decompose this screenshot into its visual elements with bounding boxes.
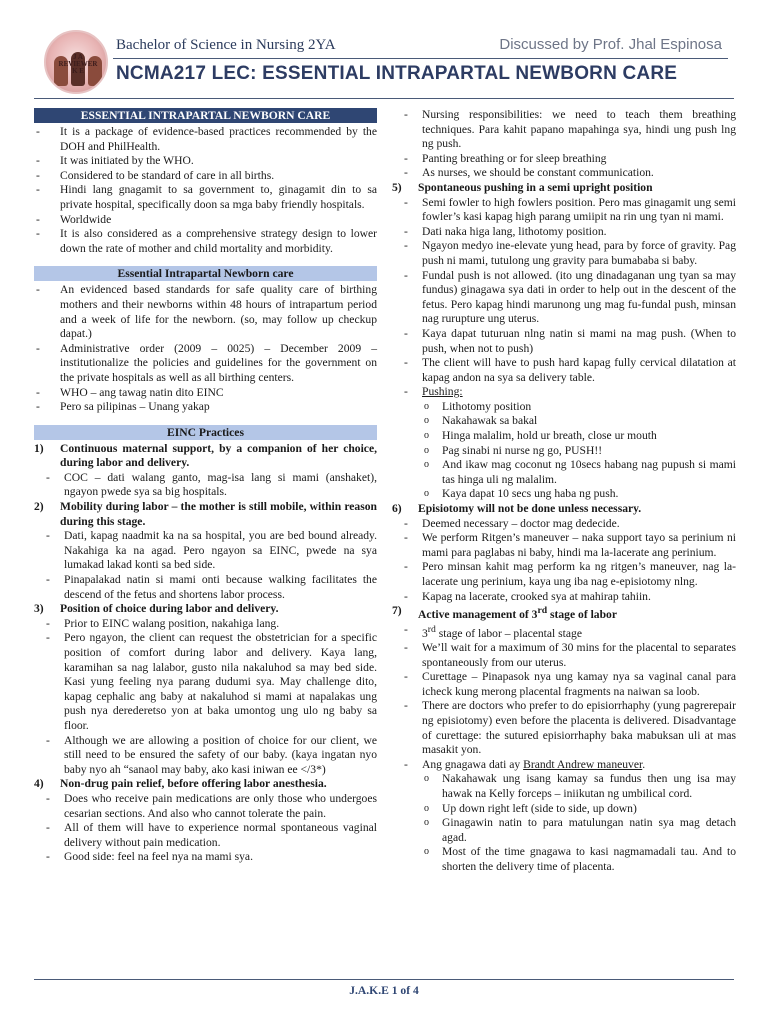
left-column (34, 108, 377, 865)
logo-text: J A REVIEWER K E (58, 53, 98, 75)
practice-notes-continued (392, 108, 736, 181)
practice-notes (34, 529, 377, 602)
list-item: - Panting breathing or for sleep breathing (392, 152, 736, 167)
practice-title: Continuous maternal support, by a companion of her choice, during labor and delivery. (60, 441, 377, 470)
pushing-steps (420, 400, 736, 502)
list-item: o Pag sinabi ni nurse ng go, PUSH!! (420, 444, 736, 459)
list-item: - Although we are allowing a position of choice for our client, we still need to be ensured the safety of our baby. (kaya ingatan nyo baby nyo ah “sanaol may baby, ako kasi iniwan ee </3*) (34, 734, 377, 778)
text-part: stage of labor – placental stage (435, 626, 582, 640)
list-item: - Pero minsan kahit mag perform ka ng ritgen’s maneuver, nag la-lacerate ung perinium, kaya ung iba nag e-episiotomy nlng. (392, 560, 736, 589)
practice-number: 3) (34, 602, 44, 616)
list-item: - Ngayon medyo ine-elevate yung head, para by force of gravity. Pag push ni mami, tutulong ung gravity para bumababa si baby. (392, 239, 736, 268)
list-item: o Nakahawak ung isang kamay sa fundus then ung isa may hawak na Kelly forceps – iniikutan ng umbilical cord. (420, 772, 736, 801)
list-item: - We perform Ritgen’s maneuver – naka support tayo sa perinium ni mami para paglabas ni baby, hindi ma la-lacerate ang perinium. (392, 531, 736, 560)
practice-number: 1) (34, 441, 44, 455)
practice-notes (34, 471, 377, 500)
list-item: - Prior to EINC walang position, nakahiga lang. (34, 617, 377, 632)
list-item: - There are doctors who prefer to do episiorrhaphy (yung pagrerepair ng episiotomy) even before the placenta is delivered. Disadvantage of curettage: the sutured episiorrhaphy baka mabuksan uli at mas masakit yon. (392, 699, 736, 757)
list-item: - The client will have to push hard kapag fully cervical dilatation at kapag andon na sya sa delivery table. (392, 356, 736, 385)
practice-title: Episiotomy will not be done unless necessary. (418, 502, 642, 516)
practice-notes (392, 517, 736, 605)
list-item: - Nursing responsibilities: we need to teach them breathing techniques. Para kahit papano mapahinga sya, hindi ung push lng ng push. (392, 108, 736, 152)
list-item: - Fundal push is not allowed. (ito ung dinadaganan ung tyan sa may fundus) ginagawa sya dati in order to help out in the descent of the fetus. Pero kapag hindi marunong ung mag fu-fundal push, minsan nag rurupture ung uterus. (392, 269, 736, 327)
practice-heading (392, 181, 736, 196)
einc-definition-list (34, 283, 377, 414)
list-item: - As nurses, we should be constant communication. (392, 166, 736, 181)
list-item: - Dati naka higa lang, lithotomy position. (392, 225, 736, 240)
practice-title: Non-drug pain relief, before offering labor anesthesia. (60, 777, 327, 791)
superscript: rd (537, 605, 548, 617)
list-item: - It is a package of evidence-based practices recommended by the DOH and PhilHealth. (34, 125, 377, 154)
list-item: - Worldwide (34, 213, 377, 228)
list-item: o And ikaw mag coconut ng 10secs habang nag pupush si mami tas hinga uli ng malalim. (420, 458, 736, 487)
list-item (392, 758, 736, 773)
practice-notes (34, 792, 377, 865)
practice-notes (392, 196, 736, 400)
list-item: - Pero sa pilipinas – Unang yakap (34, 400, 377, 415)
practice-number: 7) (392, 604, 402, 618)
list-item: - Kaya dapat tuturuan nlng natin si mami na mag push. (When to push, when not to push) (392, 327, 736, 356)
list-item: o Nakahawak sa bakal (420, 414, 736, 429)
section-heading: ESSENTIAL INTRAPARTAL NEWBORN CARE (34, 108, 377, 123)
list-item: o Hinga malalim, hold ur breath, close ur mouth (420, 429, 736, 444)
list-item: - Deemed necessary – doctor mag dedecide. (392, 517, 736, 532)
practice-heading (34, 442, 377, 471)
brandt-andrew-term: Brandt Andrew maneuver (523, 757, 643, 771)
text-part: . (642, 757, 646, 771)
practice-number: 6) (392, 502, 402, 516)
practice-notes (34, 617, 377, 778)
section-heading: EINC Practices (34, 425, 377, 440)
page-header (0, 0, 768, 100)
practice-heading (34, 500, 377, 529)
list-item: - Pinapalakad natin si mami onti because walking facilitates the descend of the fetus and shortens labor process. (34, 573, 377, 602)
list-item: - Curettage – Pinapasok nya ung kamay nya sa vaginal canal para icheck kung merong placental fragments na naiwan sa loob. (392, 670, 736, 699)
list-item: - Administrative order (2009 – 0025) – December 2009 – institutionalize the policies and guidelines for the government on the private hospitals as well as all birthing centers. (34, 342, 377, 386)
list-item: - It was initiated by the WHO. (34, 154, 377, 169)
list-item: o Kaya dapat 10 secs ung haba ng push. (420, 487, 736, 502)
list-item: - We’ll wait for a maximum of 30 mins for the placental to separates spontaneously from our uterus. (392, 641, 736, 670)
list-item: - An evidenced based standards for safe quality care of birthing mothers and their newborns within 48 hours of intrapartum period and a week of life for the newborn. (so, may follow up checkup dapat.) (34, 283, 377, 341)
list-item: - It is also considered as a comprehensive strategy design to lower down the rate of mother and child mortality and morbidity. (34, 227, 377, 256)
list-item: - COC – dati walang ganto, mag-isa lang si mami (anshaket), ngayon pwede sya sa big hospitals. (34, 471, 377, 500)
list-item: - Kapag na lacerate, crooked sya at mahirap tahiin. (392, 590, 736, 605)
list-item: - Good side: feel na feel nya na mami sya. (34, 850, 377, 865)
practice-title: Mobility during labor – the mother is still mobile, within reason during this stage. (60, 500, 377, 528)
list-item: - Considered to be standard of care in all births. (34, 169, 377, 184)
practice-title: Spontaneous pushing in a semi upright position (418, 180, 653, 194)
page-title: NCMA217 LEC: ESSENTIAL INTRAPARTAL NEWBORN CARE (116, 63, 678, 84)
header-divider (113, 58, 728, 59)
practice-heading (34, 777, 377, 792)
practice-number: 2) (34, 500, 44, 514)
list-item (392, 385, 736, 400)
practice-title (418, 605, 617, 622)
intro-list (34, 125, 377, 256)
discussed-by: Discussed by Prof. Jhal Espinosa (499, 36, 722, 53)
right-column (392, 108, 736, 875)
page-footer: J.A.K.E 1 of 4 (349, 984, 419, 997)
practice-heading (392, 604, 736, 622)
list-item: o Up down right left (side to side, up down) (420, 802, 736, 817)
list-item: - All of them will have to experience normal spontaneous vaginal delivery without pain medication. (34, 821, 377, 850)
list-item: - Dati, kapag naadmit ka na sa hospital, you are bed bound already. Nakahiga ka na agad. Pero ngayon sa EINC, pwede na sya lumakad lakad konti sa bed side. (34, 529, 377, 573)
section-heading: Essential Intrapartal Newborn care (34, 266, 377, 281)
brandt-steps (420, 772, 736, 874)
list-item: o Lithotomy position (420, 400, 736, 415)
list-item: - WHO – ang tawag natin dito EINC (34, 386, 377, 401)
list-item: - Does who receive pain medications are only those who undergoes cesarian sections. And also who cannot tolerate the pain. (34, 792, 377, 821)
practice-heading (34, 602, 377, 617)
list-item: - Hindi lang gnagamit to sa government to, ginagamit din to sa private hospital, specifically doon sa mga baby friendly hospitals. (34, 183, 377, 212)
practice-notes (392, 623, 736, 773)
pushing-label: Pushing: (422, 385, 463, 399)
text-part: 3 (422, 626, 428, 640)
superscript: rd (427, 623, 436, 635)
list-item: - Semi fowler to high fowlers position. Pero mas ginagamit ung semi fowler’s kasi kapag high parang umiipit na rin ung tyan ni mami. (392, 196, 736, 225)
practice-title-part: Active management of 3 (418, 608, 538, 622)
text-part: Ang gnagawa dati ay (422, 757, 524, 771)
list-item (392, 623, 736, 641)
list-item: - Pero ngayon, the client can request the obstetrician for a specific position of comfort during labor and delivery. Kaya lang, karamihan sa nag lalabor, gusto nila nakaluhod sa may bed side. Kasi yung feeling nya parang dudumi sya. May challenge dito, kapag cephalic ang baby at nakaluhod si mami at napalakas ung push nya derederetso yon at baka umontog ung ulo ng baby sa floor. (34, 631, 377, 733)
program-label: Bachelor of Science in Nursing 2YA (116, 37, 336, 53)
footer-rule (34, 979, 734, 980)
reviewer-logo (44, 30, 108, 94)
header-rule (34, 98, 734, 99)
practice-number: 5) (392, 180, 402, 194)
practice-title-part: stage of labor (547, 608, 617, 622)
practice-title: Position of choice during labor and delivery. (60, 602, 279, 616)
practice-heading (392, 502, 736, 517)
list-item: o Most of the time gnagawa to kasi nagmamadali tau. And to shorten the delivery time of placenta. (420, 845, 736, 874)
list-item: o Ginagawin natin to para matulungan natin sya mag detach agad. (420, 816, 736, 845)
practice-number: 4) (34, 777, 44, 791)
